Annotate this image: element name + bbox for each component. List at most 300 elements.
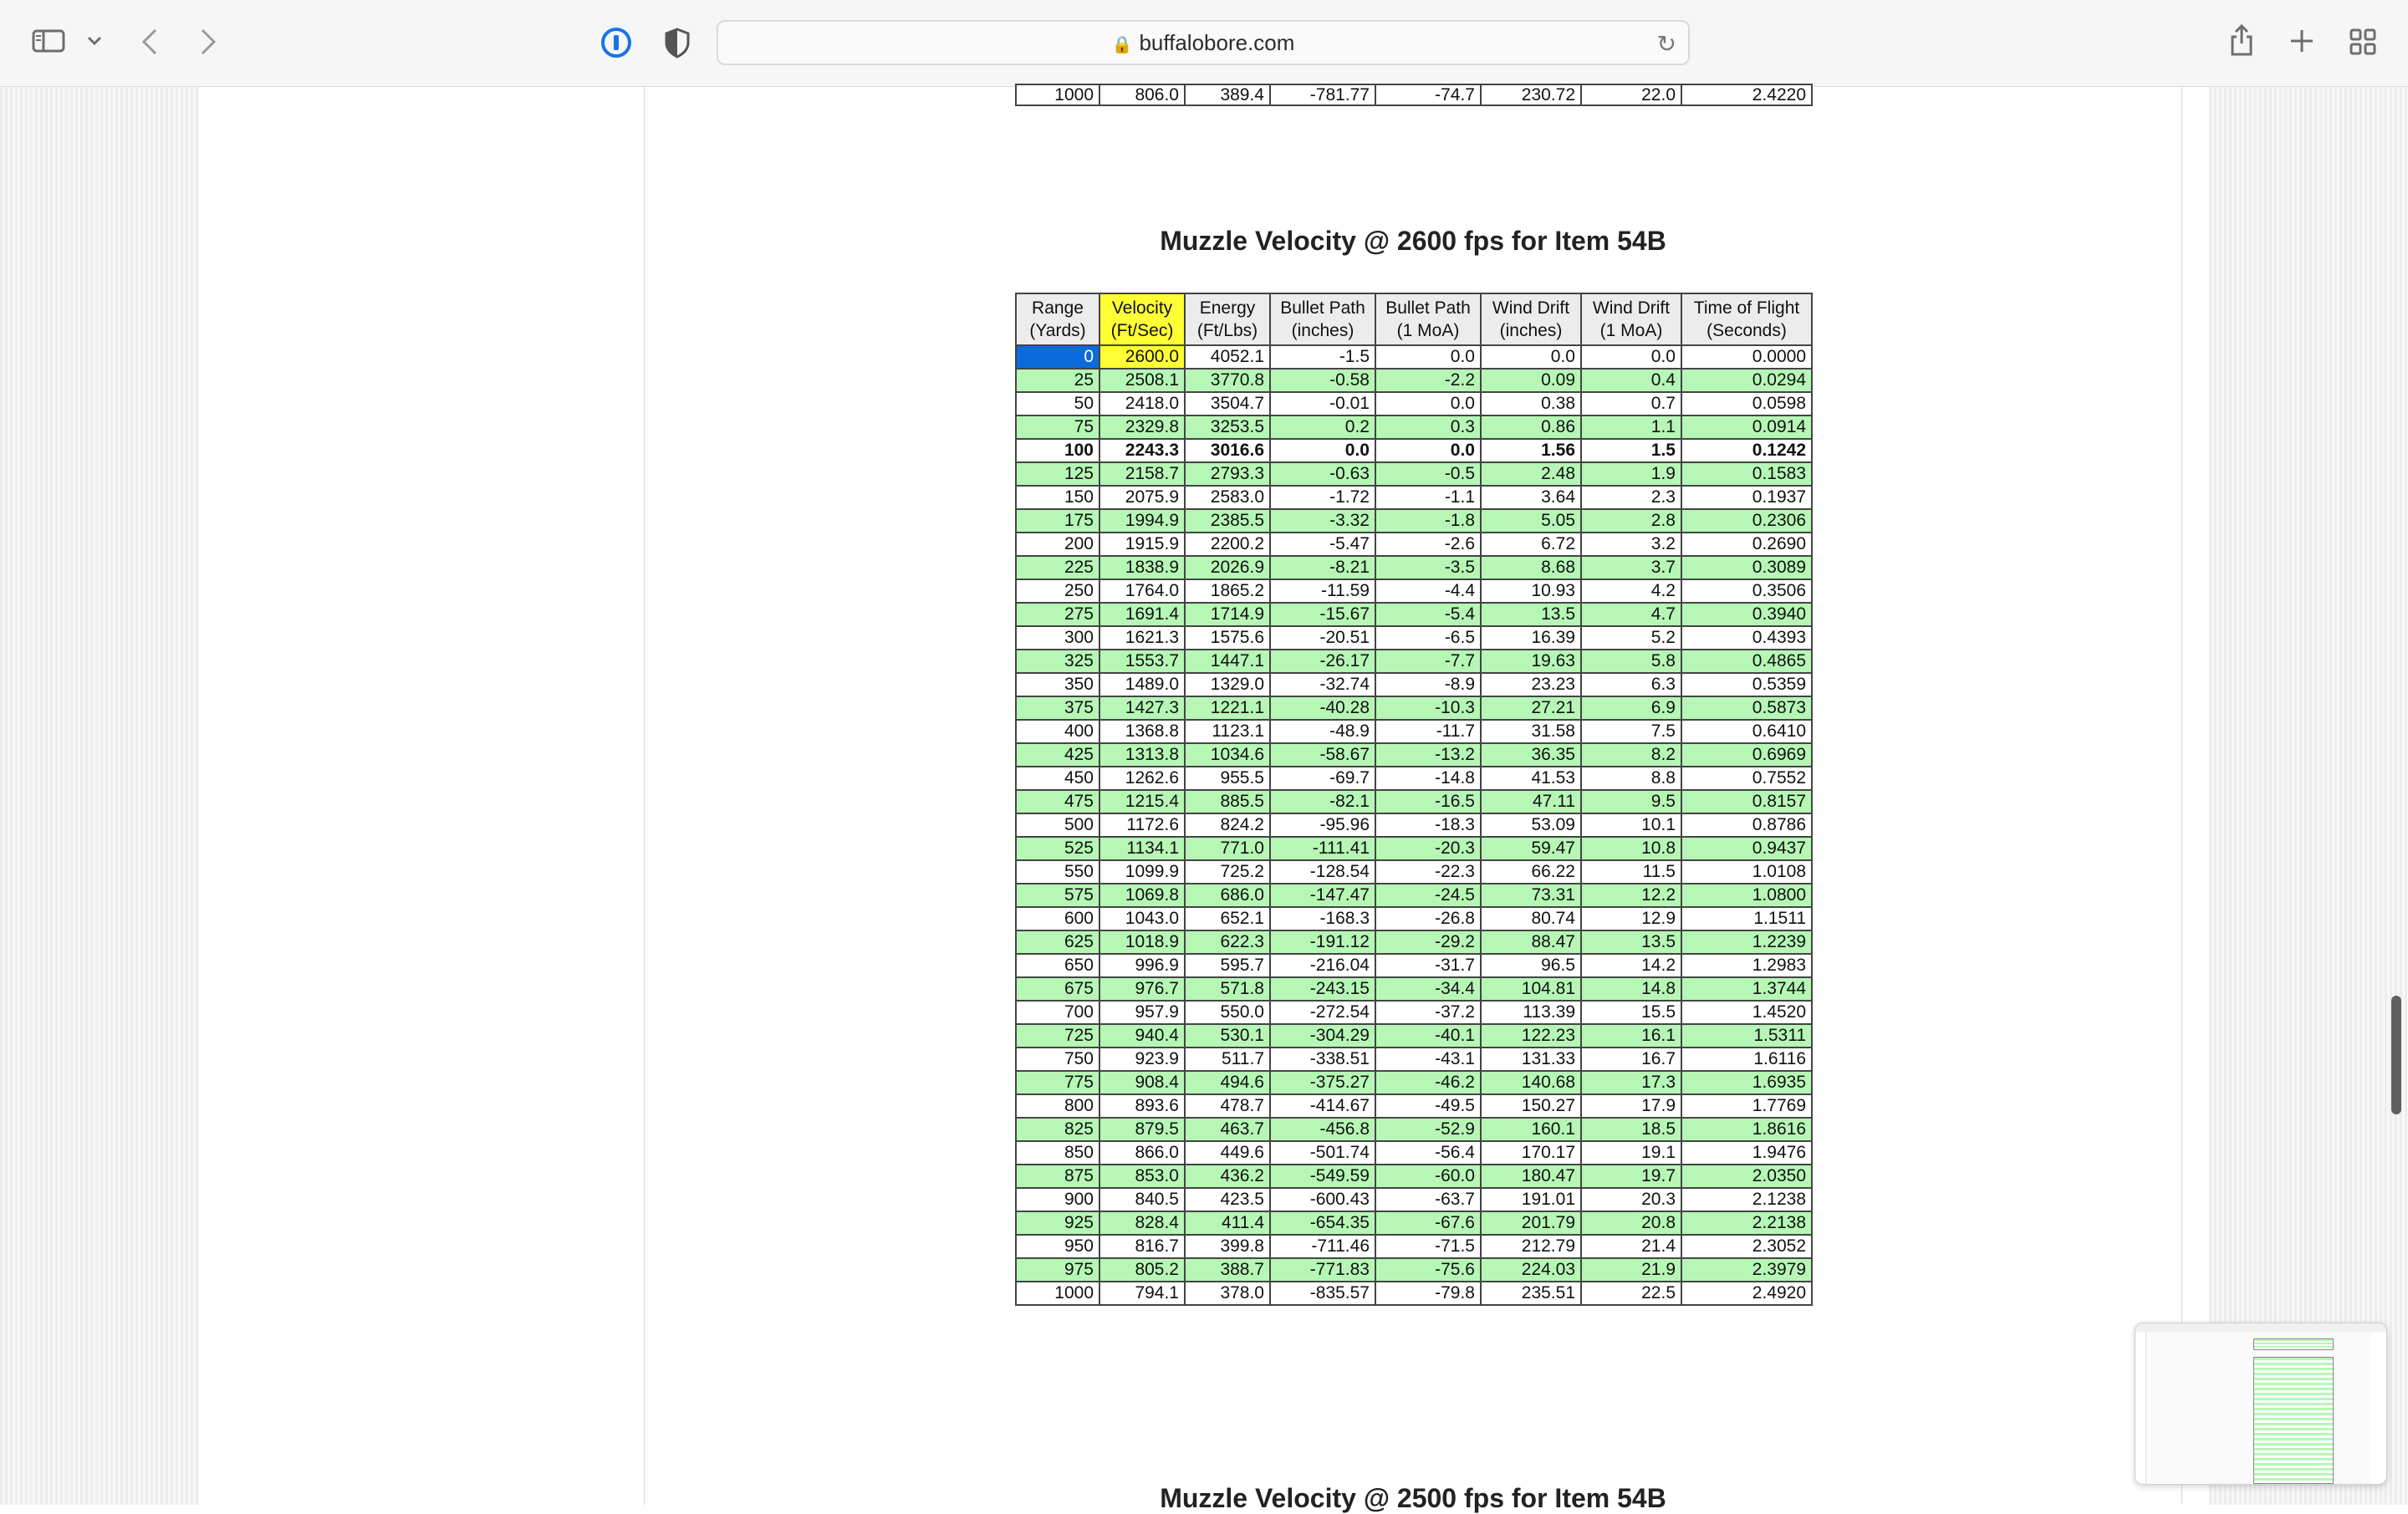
table-cell[interactable]: 879.5 bbox=[1099, 1118, 1185, 1141]
table-cell[interactable]: 625 bbox=[1016, 930, 1099, 954]
table-cell[interactable]: 13.5 bbox=[1481, 603, 1581, 626]
table-cell[interactable]: 1553.7 bbox=[1099, 650, 1185, 673]
table-cell[interactable]: 3253.5 bbox=[1185, 415, 1270, 439]
table-cell[interactable]: -48.9 bbox=[1270, 720, 1375, 743]
table-cell[interactable]: 2026.9 bbox=[1185, 556, 1270, 579]
table-cell[interactable]: 225 bbox=[1016, 556, 1099, 579]
table-cell[interactable]: 27.21 bbox=[1481, 696, 1581, 720]
table-cell[interactable]: 0.2690 bbox=[1681, 533, 1812, 556]
table-cell[interactable]: 16.39 bbox=[1481, 626, 1581, 650]
table-cell[interactable]: -46.2 bbox=[1375, 1071, 1481, 1094]
reload-icon[interactable]: ↻ bbox=[1656, 31, 1676, 57]
table-cell[interactable]: 0.3940 bbox=[1681, 603, 1812, 626]
table-cell[interactable]: 885.5 bbox=[1185, 790, 1270, 813]
table-cell[interactable]: 200 bbox=[1016, 533, 1099, 556]
table-cell[interactable]: -0.01 bbox=[1270, 392, 1375, 415]
table-cell[interactable]: 1313.8 bbox=[1099, 743, 1185, 767]
table-cell[interactable]: 0.0914 bbox=[1681, 415, 1812, 439]
table-cell[interactable]: -10.3 bbox=[1375, 696, 1481, 720]
table-cell[interactable]: 80.74 bbox=[1481, 907, 1581, 930]
table-cell[interactable]: -168.3 bbox=[1270, 907, 1375, 930]
table-cell[interactable]: 0.0 bbox=[1375, 345, 1481, 369]
table-cell[interactable]: 955.5 bbox=[1185, 767, 1270, 790]
table-cell[interactable]: 436.2 bbox=[1185, 1165, 1270, 1188]
sidebar-icon[interactable] bbox=[32, 28, 65, 54]
table-cell[interactable]: 525 bbox=[1016, 837, 1099, 860]
table-cell[interactable]: -40.28 bbox=[1270, 696, 1375, 720]
table-cell[interactable]: 19.1 bbox=[1581, 1141, 1681, 1165]
table-cell[interactable]: 550 bbox=[1016, 860, 1099, 884]
table-cell[interactable]: 1.3744 bbox=[1681, 977, 1812, 1001]
table-cell[interactable]: -8.9 bbox=[1375, 673, 1481, 696]
table-cell[interactable]: 1.5311 bbox=[1681, 1024, 1812, 1048]
table-cell[interactable]: 0.2 bbox=[1270, 415, 1375, 439]
table-cell[interactable]: -22.3 bbox=[1375, 860, 1481, 884]
table-cell[interactable]: -24.5 bbox=[1375, 884, 1481, 907]
table-cell[interactable]: 23.23 bbox=[1481, 673, 1581, 696]
chevron-down-icon[interactable] bbox=[87, 35, 102, 48]
table-cell[interactable]: 1621.3 bbox=[1099, 626, 1185, 650]
table-cell[interactable]: -63.7 bbox=[1375, 1188, 1481, 1211]
table-cell[interactable]: 1215.4 bbox=[1099, 790, 1185, 813]
table-cell[interactable]: 175 bbox=[1016, 509, 1099, 533]
col-header-wind-drift-moa[interactable]: Wind Drift (1 MoA) bbox=[1581, 293, 1681, 345]
table-cell[interactable]: 8.2 bbox=[1581, 743, 1681, 767]
table-cell[interactable]: 3504.7 bbox=[1185, 392, 1270, 415]
table-cell[interactable]: -0.5 bbox=[1375, 462, 1481, 486]
table-cell[interactable]: 1134.1 bbox=[1099, 837, 1185, 860]
table-cell[interactable]: -4.4 bbox=[1375, 579, 1481, 603]
table-cell[interactable]: 1034.6 bbox=[1185, 743, 1270, 767]
table-cell[interactable]: 1.1511 bbox=[1681, 907, 1812, 930]
table-cell[interactable]: 1.5 bbox=[1581, 439, 1681, 462]
table-cell[interactable]: 1714.9 bbox=[1185, 603, 1270, 626]
table-cell[interactable]: -304.29 bbox=[1270, 1024, 1375, 1048]
table-cell[interactable]: 16.1 bbox=[1581, 1024, 1681, 1048]
table-cell[interactable]: 478.7 bbox=[1185, 1094, 1270, 1118]
table-cell[interactable]: 925 bbox=[1016, 1211, 1099, 1235]
table-cell[interactable]: 825 bbox=[1016, 1118, 1099, 1141]
table-cell[interactable]: 1.7769 bbox=[1681, 1094, 1812, 1118]
table-cell[interactable]: 0.86 bbox=[1481, 415, 1581, 439]
table-cell[interactable]: -600.43 bbox=[1270, 1188, 1375, 1211]
table-cell[interactable]: -111.41 bbox=[1270, 837, 1375, 860]
table-cell[interactable]: 725 bbox=[1016, 1024, 1099, 1048]
table-cell[interactable]: 0.0294 bbox=[1681, 369, 1812, 392]
table-cell[interactable]: 1.0108 bbox=[1681, 860, 1812, 884]
table-cell[interactable]: 1221.1 bbox=[1185, 696, 1270, 720]
table-cell[interactable]: 893.6 bbox=[1099, 1094, 1185, 1118]
table-cell[interactable]: 0 bbox=[1016, 345, 1099, 369]
table-cell[interactable]: 388.7 bbox=[1185, 1258, 1270, 1282]
table-cell[interactable]: 125 bbox=[1016, 462, 1099, 486]
table-cell[interactable]: 12.9 bbox=[1581, 907, 1681, 930]
table-cell[interactable]: 1427.3 bbox=[1099, 696, 1185, 720]
table-cell[interactable]: 2.4920 bbox=[1681, 1282, 1812, 1305]
table-cell[interactable]: 14.8 bbox=[1581, 977, 1681, 1001]
address-bar[interactable] bbox=[717, 20, 1690, 65]
page-thumbnail-preview[interactable] bbox=[2135, 1323, 2387, 1485]
table-cell[interactable]: -1.72 bbox=[1270, 486, 1375, 509]
table-cell[interactable]: 13.5 bbox=[1581, 930, 1681, 954]
table-cell[interactable]: -191.12 bbox=[1270, 930, 1375, 954]
table-cell[interactable]: 1123.1 bbox=[1185, 720, 1270, 743]
table-cell[interactable]: 2.2138 bbox=[1681, 1211, 1812, 1235]
table-cell[interactable]: 250 bbox=[1016, 579, 1099, 603]
table-cell[interactable]: -34.4 bbox=[1375, 977, 1481, 1001]
forward-icon[interactable] bbox=[199, 28, 217, 58]
table-cell[interactable]: 5.2 bbox=[1581, 626, 1681, 650]
table-cell[interactable]: -8.21 bbox=[1270, 556, 1375, 579]
table-cell[interactable]: -243.15 bbox=[1270, 977, 1375, 1001]
table-cell[interactable]: -1.8 bbox=[1375, 509, 1481, 533]
table-cell[interactable]: 1764.0 bbox=[1099, 579, 1185, 603]
table-cell[interactable]: 0.4 bbox=[1581, 369, 1681, 392]
table-cell[interactable]: 2.3 bbox=[1581, 486, 1681, 509]
table-cell[interactable]: 122.23 bbox=[1481, 1024, 1581, 1048]
table-cell[interactable]: 8.8 bbox=[1581, 767, 1681, 790]
table-cell[interactable]: 2075.9 bbox=[1099, 486, 1185, 509]
table-cell[interactable]: 0.5873 bbox=[1681, 696, 1812, 720]
table-cell[interactable]: -40.1 bbox=[1375, 1024, 1481, 1048]
table-cell[interactable]: -6.5 bbox=[1375, 626, 1481, 650]
table-cell[interactable]: 816.7 bbox=[1099, 1235, 1185, 1258]
table-cell[interactable]: 1489.0 bbox=[1099, 673, 1185, 696]
table-cell[interactable]: 0.8157 bbox=[1681, 790, 1812, 813]
table-cell[interactable]: 10.1 bbox=[1581, 813, 1681, 837]
shield-icon[interactable] bbox=[664, 27, 691, 61]
col-header-time-of-flight[interactable]: Time of Flight (Seconds) bbox=[1681, 293, 1812, 345]
table-cell[interactable]: 20.8 bbox=[1581, 1211, 1681, 1235]
table-cell[interactable]: 0.09 bbox=[1481, 369, 1581, 392]
col-header-velocity[interactable]: Velocity (Ft/Sec) bbox=[1099, 293, 1185, 345]
table-cell[interactable]: -5.4 bbox=[1375, 603, 1481, 626]
table-cell[interactable]: 622.3 bbox=[1185, 930, 1270, 954]
table-cell[interactable]: 1.6116 bbox=[1681, 1048, 1812, 1071]
table-cell[interactable]: 686.0 bbox=[1185, 884, 1270, 907]
table-cell[interactable]: 150.27 bbox=[1481, 1094, 1581, 1118]
table-cell[interactable]: 1994.9 bbox=[1099, 509, 1185, 533]
table-cell[interactable]: 1.4520 bbox=[1681, 1001, 1812, 1024]
table-cell[interactable]: 1447.1 bbox=[1185, 650, 1270, 673]
table-cell[interactable]: 0.0 bbox=[1581, 345, 1681, 369]
table-cell[interactable]: 0.1242 bbox=[1681, 439, 1812, 462]
table-cell[interactable]: 775 bbox=[1016, 1071, 1099, 1094]
table-cell[interactable]: 47.11 bbox=[1481, 790, 1581, 813]
table-cell[interactable]: 1069.8 bbox=[1099, 884, 1185, 907]
table-cell[interactable]: 3.64 bbox=[1481, 486, 1581, 509]
table-cell[interactable]: -2.2 bbox=[1375, 369, 1481, 392]
table-cell[interactable]: 1575.6 bbox=[1185, 626, 1270, 650]
table-cell[interactable]: 0.1937 bbox=[1681, 486, 1812, 509]
table-cell[interactable]: 19.7 bbox=[1581, 1165, 1681, 1188]
table-cell[interactable]: 10.93 bbox=[1481, 579, 1581, 603]
table-cell[interactable]: -654.35 bbox=[1270, 1211, 1375, 1235]
vertical-scrollbar[interactable] bbox=[2391, 996, 2401, 1114]
table-cell[interactable]: -32.74 bbox=[1270, 673, 1375, 696]
table-cell[interactable]: 2600.0 bbox=[1099, 345, 1185, 369]
table-cell[interactable]: 0.0 bbox=[1375, 439, 1481, 462]
table-cell[interactable]: 411.4 bbox=[1185, 1211, 1270, 1235]
table-cell[interactable]: 996.9 bbox=[1099, 954, 1185, 977]
table-cell[interactable]: 88.47 bbox=[1481, 930, 1581, 954]
table-cell[interactable]: -31.7 bbox=[1375, 954, 1481, 977]
table-cell[interactable]: 0.0 bbox=[1375, 392, 1481, 415]
table-cell[interactable]: -549.59 bbox=[1270, 1165, 1375, 1188]
table-cell[interactable]: 180.47 bbox=[1481, 1165, 1581, 1188]
table-cell[interactable]: -216.04 bbox=[1270, 954, 1375, 977]
table-cell[interactable]: 0.3089 bbox=[1681, 556, 1812, 579]
table-cell[interactable]: 0.1583 bbox=[1681, 462, 1812, 486]
table-cell[interactable]: 5.8 bbox=[1581, 650, 1681, 673]
table-cell[interactable]: 2.3052 bbox=[1681, 1235, 1812, 1258]
col-header-range[interactable]: Range (Yards) bbox=[1016, 293, 1099, 345]
table-cell[interactable]: 0.2306 bbox=[1681, 509, 1812, 533]
table-cell[interactable]: -711.46 bbox=[1270, 1235, 1375, 1258]
table-cell[interactable]: 4.7 bbox=[1581, 603, 1681, 626]
table-cell[interactable]: 100 bbox=[1016, 439, 1099, 462]
table-cell[interactable]: -1.5 bbox=[1270, 345, 1375, 369]
table-cell[interactable]: 140.68 bbox=[1481, 1071, 1581, 1094]
table-cell[interactable]: 866.0 bbox=[1099, 1141, 1185, 1165]
share-icon[interactable] bbox=[2229, 23, 2254, 59]
table-cell[interactable]: -20.51 bbox=[1270, 626, 1375, 650]
table-cell[interactable]: 378.0 bbox=[1185, 1282, 1270, 1305]
table-cell[interactable]: 96.5 bbox=[1481, 954, 1581, 977]
table-cell[interactable]: 0.0598 bbox=[1681, 392, 1812, 415]
table-cell[interactable]: 12.2 bbox=[1581, 884, 1681, 907]
table-cell[interactable]: -67.6 bbox=[1375, 1211, 1481, 1235]
table-cell[interactable]: 853.0 bbox=[1099, 1165, 1185, 1188]
table-cell[interactable]: -11.7 bbox=[1375, 720, 1481, 743]
table-cell[interactable]: 59.47 bbox=[1481, 837, 1581, 860]
table-cell[interactable]: 1865.2 bbox=[1185, 579, 1270, 603]
table-cell[interactable]: 0.5359 bbox=[1681, 673, 1812, 696]
col-header-bullet-path-inches[interactable]: Bullet Path (inches) bbox=[1270, 293, 1375, 345]
table-cell[interactable]: 2793.3 bbox=[1185, 462, 1270, 486]
table-cell[interactable]: -5.47 bbox=[1270, 533, 1375, 556]
table-cell[interactable]: 1043.0 bbox=[1099, 907, 1185, 930]
table-cell[interactable]: 201.79 bbox=[1481, 1211, 1581, 1235]
plus-icon[interactable] bbox=[2289, 28, 2314, 56]
table-cell[interactable]: 0.0000 bbox=[1681, 345, 1812, 369]
table-cell[interactable]: -18.3 bbox=[1375, 813, 1481, 837]
table-cell[interactable]: 224.03 bbox=[1481, 1258, 1581, 1282]
table-cell[interactable]: 875 bbox=[1016, 1165, 1099, 1188]
table-cell[interactable]: 1099.9 bbox=[1099, 860, 1185, 884]
table-cell[interactable]: -14.8 bbox=[1375, 767, 1481, 790]
table-cell[interactable]: 22.5 bbox=[1581, 1282, 1681, 1305]
table-cell[interactable]: -835.57 bbox=[1270, 1282, 1375, 1305]
table-cell[interactable]: 2418.0 bbox=[1099, 392, 1185, 415]
table-cell[interactable]: -71.5 bbox=[1375, 1235, 1481, 1258]
table-cell[interactable]: 494.6 bbox=[1185, 1071, 1270, 1094]
table-cell[interactable]: 475 bbox=[1016, 790, 1099, 813]
table-cell[interactable]: -771.83 bbox=[1270, 1258, 1375, 1282]
table-cell[interactable]: -456.8 bbox=[1270, 1118, 1375, 1141]
table-cell[interactable]: 595.7 bbox=[1185, 954, 1270, 977]
table-cell[interactable]: 104.81 bbox=[1481, 977, 1581, 1001]
table-cell[interactable]: -3.5 bbox=[1375, 556, 1481, 579]
table-cell[interactable]: -1.1 bbox=[1375, 486, 1481, 509]
table-cell[interactable]: 0.7 bbox=[1581, 392, 1681, 415]
table-cell[interactable]: 1.2983 bbox=[1681, 954, 1812, 977]
table-cell[interactable]: 975 bbox=[1016, 1258, 1099, 1282]
table-cell[interactable]: 3.7 bbox=[1581, 556, 1681, 579]
table-cell[interactable]: 2508.1 bbox=[1099, 369, 1185, 392]
table-cell[interactable]: -272.54 bbox=[1270, 1001, 1375, 1024]
table-cell[interactable]: 940.4 bbox=[1099, 1024, 1185, 1048]
table-cell[interactable]: 1018.9 bbox=[1099, 930, 1185, 954]
table-cell[interactable]: 73.31 bbox=[1481, 884, 1581, 907]
table-cell[interactable]: -147.47 bbox=[1270, 884, 1375, 907]
table-cell[interactable]: 1329.0 bbox=[1185, 673, 1270, 696]
table-cell[interactable]: 976.7 bbox=[1099, 977, 1185, 1001]
table-cell[interactable]: 1000 bbox=[1016, 1282, 1099, 1305]
table-cell[interactable]: -26.8 bbox=[1375, 907, 1481, 930]
table-cell[interactable]: 275 bbox=[1016, 603, 1099, 626]
table-cell[interactable]: 575 bbox=[1016, 884, 1099, 907]
table-cell[interactable]: 399.8 bbox=[1185, 1235, 1270, 1258]
table-cell[interactable]: 1.0800 bbox=[1681, 884, 1812, 907]
table-cell[interactable]: 2158.7 bbox=[1099, 462, 1185, 486]
table-cell[interactable]: 5.05 bbox=[1481, 509, 1581, 533]
table-cell[interactable]: 1262.6 bbox=[1099, 767, 1185, 790]
table-cell[interactable]: 824.2 bbox=[1185, 813, 1270, 837]
table-cell[interactable]: 550.0 bbox=[1185, 1001, 1270, 1024]
table-cell[interactable]: 1691.4 bbox=[1099, 603, 1185, 626]
tab-overview-icon[interactable] bbox=[2349, 28, 2376, 58]
table-cell[interactable]: 1.2239 bbox=[1681, 930, 1812, 954]
table-cell[interactable]: 2.8 bbox=[1581, 509, 1681, 533]
table-cell[interactable]: 840.5 bbox=[1099, 1188, 1185, 1211]
table-cell[interactable]: 0.0 bbox=[1270, 439, 1375, 462]
table-cell[interactable]: 1.8616 bbox=[1681, 1118, 1812, 1141]
table-cell[interactable]: 113.39 bbox=[1481, 1001, 1581, 1024]
back-icon[interactable] bbox=[140, 28, 159, 58]
table-cell[interactable]: 7.5 bbox=[1581, 720, 1681, 743]
table-cell[interactable]: -20.3 bbox=[1375, 837, 1481, 860]
table-cell[interactable]: 950 bbox=[1016, 1235, 1099, 1258]
table-cell[interactable]: 50 bbox=[1016, 392, 1099, 415]
table-cell[interactable]: 423.5 bbox=[1185, 1188, 1270, 1211]
table-cell[interactable]: 300 bbox=[1016, 626, 1099, 650]
table-cell[interactable]: 1.6935 bbox=[1681, 1071, 1812, 1094]
table-cell[interactable]: 828.4 bbox=[1099, 1211, 1185, 1235]
table-cell[interactable]: 450 bbox=[1016, 767, 1099, 790]
table-cell[interactable]: -60.0 bbox=[1375, 1165, 1481, 1188]
table-cell[interactable]: 0.8786 bbox=[1681, 813, 1812, 837]
table-cell[interactable]: 1172.6 bbox=[1099, 813, 1185, 837]
table-cell[interactable]: 1.56 bbox=[1481, 439, 1581, 462]
table-cell[interactable]: 652.1 bbox=[1185, 907, 1270, 930]
col-header-bullet-path-moa[interactable]: Bullet Path (1 MoA) bbox=[1375, 293, 1481, 345]
table-cell[interactable]: -0.58 bbox=[1270, 369, 1375, 392]
table-cell[interactable]: -43.1 bbox=[1375, 1048, 1481, 1071]
table-cell[interactable]: 19.63 bbox=[1481, 650, 1581, 673]
table-cell[interactable]: 1.1 bbox=[1581, 415, 1681, 439]
table-cell[interactable]: 75 bbox=[1016, 415, 1099, 439]
table-cell[interactable]: 21.4 bbox=[1581, 1235, 1681, 1258]
table-cell[interactable]: 350 bbox=[1016, 673, 1099, 696]
password-manager-icon[interactable] bbox=[600, 27, 632, 61]
table-cell[interactable]: 25 bbox=[1016, 369, 1099, 392]
table-cell[interactable]: 3.2 bbox=[1581, 533, 1681, 556]
table-cell[interactable]: 957.9 bbox=[1099, 1001, 1185, 1024]
table-cell[interactable]: 900 bbox=[1016, 1188, 1099, 1211]
table-cell[interactable]: -338.51 bbox=[1270, 1048, 1375, 1071]
table-cell[interactable]: -414.67 bbox=[1270, 1094, 1375, 1118]
table-cell[interactable]: -16.5 bbox=[1375, 790, 1481, 813]
col-header-wind-drift-inches[interactable]: Wind Drift (inches) bbox=[1481, 293, 1581, 345]
table-cell[interactable]: 212.79 bbox=[1481, 1235, 1581, 1258]
table-cell[interactable]: 2.3979 bbox=[1681, 1258, 1812, 1282]
table-cell[interactable]: 0.0 bbox=[1481, 345, 1581, 369]
table-cell[interactable]: 650 bbox=[1016, 954, 1099, 977]
table-cell[interactable]: -7.7 bbox=[1375, 650, 1481, 673]
table-cell[interactable]: 750 bbox=[1016, 1048, 1099, 1071]
table-cell[interactable]: -128.54 bbox=[1270, 860, 1375, 884]
table-cell[interactable]: 800 bbox=[1016, 1094, 1099, 1118]
table-cell[interactable]: 771.0 bbox=[1185, 837, 1270, 860]
table-cell[interactable]: 31.58 bbox=[1481, 720, 1581, 743]
table-cell[interactable]: 1.9476 bbox=[1681, 1141, 1812, 1165]
table-cell[interactable]: 15.5 bbox=[1581, 1001, 1681, 1024]
table-cell[interactable]: 2200.2 bbox=[1185, 533, 1270, 556]
table-cell[interactable]: -15.67 bbox=[1270, 603, 1375, 626]
table-cell[interactable]: 4052.1 bbox=[1185, 345, 1270, 369]
table-cell[interactable]: 53.09 bbox=[1481, 813, 1581, 837]
table-cell[interactable]: -37.2 bbox=[1375, 1001, 1481, 1024]
table-cell[interactable]: 1368.8 bbox=[1099, 720, 1185, 743]
table-cell[interactable]: 1.9 bbox=[1581, 462, 1681, 486]
table-cell[interactable]: 463.7 bbox=[1185, 1118, 1270, 1141]
table-cell[interactable]: 0.3506 bbox=[1681, 579, 1812, 603]
table-cell[interactable]: 235.51 bbox=[1481, 1282, 1581, 1305]
table-cell[interactable]: -58.67 bbox=[1270, 743, 1375, 767]
table-cell[interactable]: 11.5 bbox=[1581, 860, 1681, 884]
table-cell[interactable]: 6.3 bbox=[1581, 673, 1681, 696]
table-cell[interactable]: 794.1 bbox=[1099, 1282, 1185, 1305]
table-cell[interactable]: 21.9 bbox=[1581, 1258, 1681, 1282]
table-cell[interactable]: 41.53 bbox=[1481, 767, 1581, 790]
table-cell[interactable]: 400 bbox=[1016, 720, 1099, 743]
table-cell[interactable]: 2.0350 bbox=[1681, 1165, 1812, 1188]
table-cell[interactable]: 0.6410 bbox=[1681, 720, 1812, 743]
table-cell[interactable]: 850 bbox=[1016, 1141, 1099, 1165]
table-cell[interactable]: 3770.8 bbox=[1185, 369, 1270, 392]
table-cell[interactable]: 908.4 bbox=[1099, 1071, 1185, 1094]
table-cell[interactable]: 3016.6 bbox=[1185, 439, 1270, 462]
table-cell[interactable]: 1915.9 bbox=[1099, 533, 1185, 556]
table-cell[interactable]: 571.8 bbox=[1185, 977, 1270, 1001]
table-cell[interactable]: 2.48 bbox=[1481, 462, 1581, 486]
table-cell[interactable]: 700 bbox=[1016, 1001, 1099, 1024]
table-cell[interactable]: 2.1238 bbox=[1681, 1188, 1812, 1211]
table-cell[interactable]: -95.96 bbox=[1270, 813, 1375, 837]
table-cell[interactable]: 805.2 bbox=[1099, 1258, 1185, 1282]
table-cell[interactable]: 6.72 bbox=[1481, 533, 1581, 556]
table-cell[interactable]: -26.17 bbox=[1270, 650, 1375, 673]
table-cell[interactable]: 449.6 bbox=[1185, 1141, 1270, 1165]
table-cell[interactable]: 191.01 bbox=[1481, 1188, 1581, 1211]
table-cell[interactable]: -501.74 bbox=[1270, 1141, 1375, 1165]
table-cell[interactable]: 17.9 bbox=[1581, 1094, 1681, 1118]
table-cell[interactable]: -11.59 bbox=[1270, 579, 1375, 603]
table-cell[interactable]: -79.8 bbox=[1375, 1282, 1481, 1305]
table-cell[interactable]: 425 bbox=[1016, 743, 1099, 767]
table-cell[interactable]: 66.22 bbox=[1481, 860, 1581, 884]
